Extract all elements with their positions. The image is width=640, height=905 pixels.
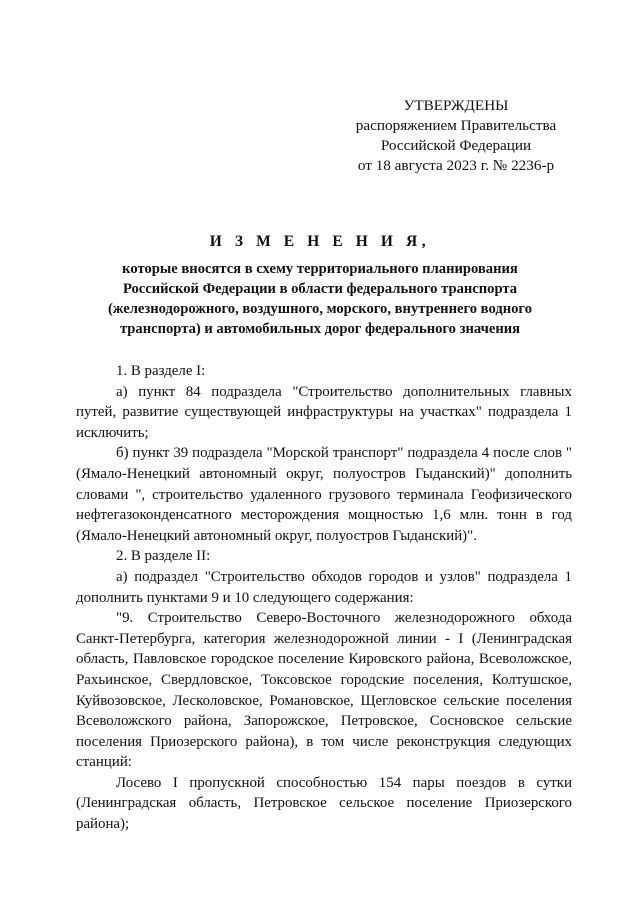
approval-stamp [340,96,572,176]
subtitle-line: которые вносятся в схему территориального планирования [122,261,518,277]
subtitle-line: Российской Федерации в области федерального транспорта [122,281,518,297]
paragraph: Лосево I пропускной способностью 154 пары поездов в сутки (Ленинградская область, Петровское сельское поселение Приозерского района); [76,774,572,833]
document-body [76,361,572,835]
paragraph: б) пункт 39 подраздела "Морской транспорт" подраздела 4 после слов "(Ямало-Ненецкий автономный округ, полуостров Гыданский)" дополнить словами ", строительство удаленного грузового терминала Геофизического нефтегазоконденсатного месторождения мощностью 1,6 млн. тонн в год (Ямало-Ненецкий автономный округ, полуостров Гыданский)". [76,445,572,544]
approval-line: Российской Федерации [380,137,532,154]
approval-line: распоряжением Правительства [355,117,557,134]
approval-heading: УТВЕРЖДЕНЫ [403,97,509,114]
paragraph: а) пункт 84 подраздела "Строительство дополнительных главных путей, развитие существующей инфраструктуры на участках" подраздела 1 исключить; [76,383,572,441]
approval-date-number: от 18 августа 2023 г. № 2236-р [357,157,555,174]
paragraph: а) подраздел "Строительство обходов городов и узлов" подраздела 1 дополнить пунктами 9 и 10 следующего содержания: [76,568,572,606]
section-heading: 1. В разделе I: [116,363,206,379]
section-heading: 2. В разделе II: [116,548,211,565]
paragraph: "9. Строительство Северо-Восточного железнодорожного обхода Санкт-Петербурга, категория железнодорожной линии - I (Ленинградская область, Павловское городское поселение Кировского района, Всеволожское, Рахьинское, Свердловское, Токсовское городские поселения, Колтушское, Куйвозовское, Лесколовское, Романовское, Щегловское сельские поселения Всеволожского района, Запорожское, Петровское, Сосновское сельские поселения Приозерского района), в том числе реконструкция следующих станций: [76,610,572,771]
subtitle-line: транспорта) и автомобильных дорог федерального значения [119,321,521,337]
document-title: И З М Е Н Е Н И Я, [209,233,431,250]
subtitle-line: (железнодорожного, воздушного, морского, внутреннего водного [107,301,532,317]
document-subtitle [60,259,580,339]
